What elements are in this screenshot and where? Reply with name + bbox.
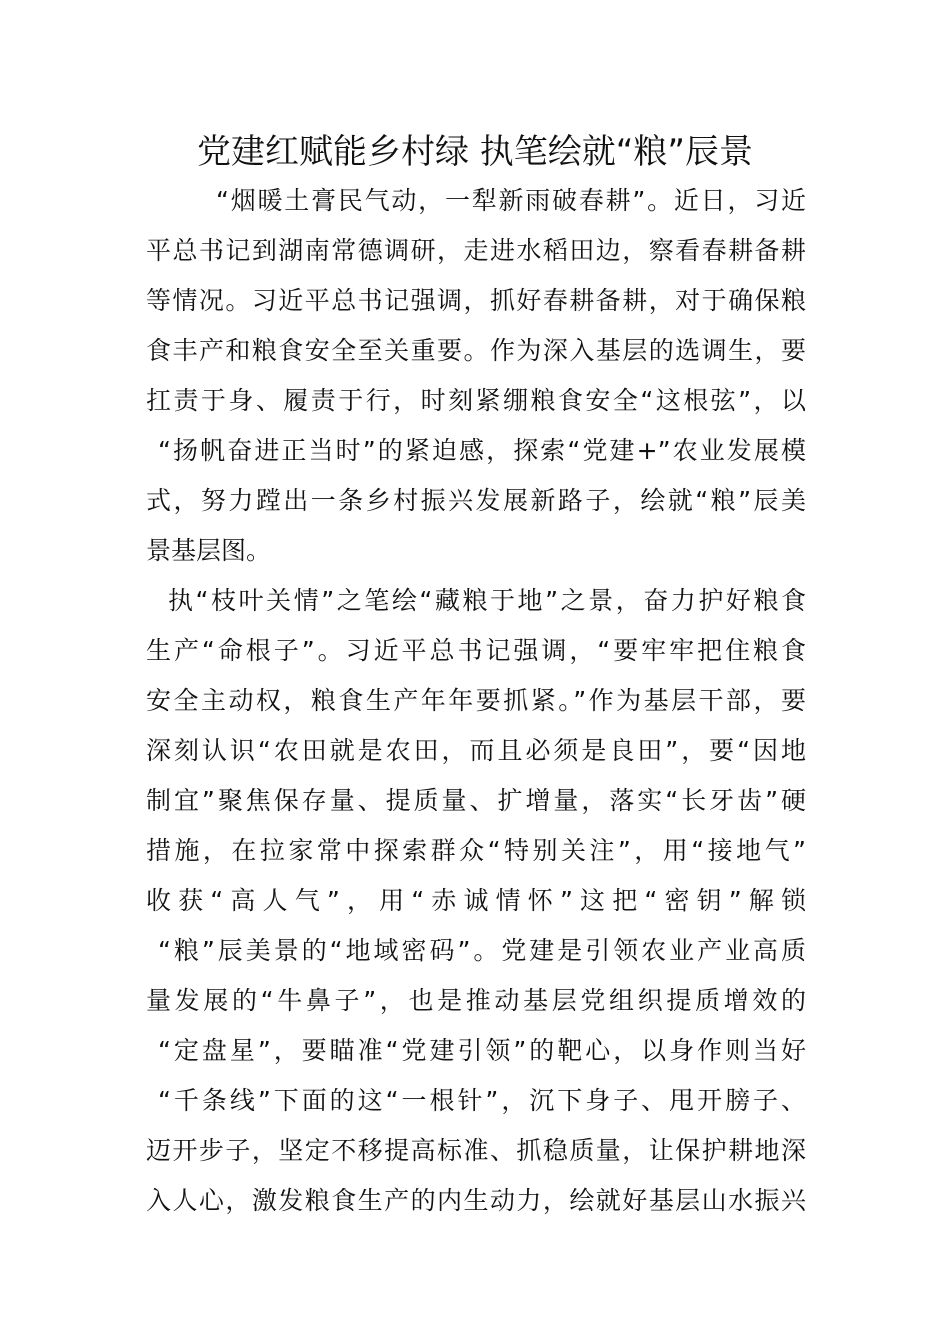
paragraph-line: 食丰产和粮食安全至关重要。作为深入基层的选调生，要 [146, 336, 806, 365]
paragraph-line: 执“枝叶关情”之笔绘“藏粮于地”之景，奋力护好粮食 [168, 586, 806, 615]
paragraph-line: “粮”辰美景的“地域密码”。党建是引领农业产业高质 [158, 936, 806, 965]
paragraph-line: “烟暖土膏民气动，一犁新雨破春耕”。近日，习近 [216, 186, 806, 215]
paragraph-line: 深刻认识“农田就是农田，而且必须是良田”，要“因地 [146, 736, 806, 765]
paragraph-line: 收获“高人气”，用“赤诚情怀”这把“密钥”解锁 [146, 886, 806, 915]
paragraph-line: 景基层图。 [146, 536, 272, 565]
paragraph-line: “定盘星”，要瞄准“党建引领”的靶心，以身作则当好 [158, 1036, 806, 1065]
paragraph-line: 式，努力蹚出一条乡村振兴发展新路子，绘就“粮”辰美 [146, 486, 806, 515]
paragraph-line: 安全主动权，粮食生产年年要抓紧。”作为基层干部，要 [146, 686, 806, 715]
paragraph-line: 平总书记到湖南常德调研，走进水稻田边，察看春耕备耕 [146, 236, 806, 265]
paragraph-line: 制宜”聚焦保存量、提质量、扩增量，落实“长牙齿”硬 [146, 786, 806, 815]
paragraph-line: “千条线”下面的这“一根针”，沉下身子、甩开膀子、 [158, 1086, 806, 1115]
paragraph-line: 入人心，激发粮食生产的内生动力，绘就好基层山水振兴 [146, 1186, 806, 1215]
paragraph-line: 迈开步子，坚定不移提高标准、抓稳质量，让保护耕地深 [146, 1136, 806, 1165]
document-body [146, 176, 806, 1226]
paragraph-line: 等情况。习近平总书记强调，抓好春耕备耕，对于确保粮 [146, 286, 806, 315]
document-title: 党建红赋能乡村绿 执笔绘就“粮”辰景 [196, 132, 754, 172]
paragraph-line: 扛责于身、履责于行，时刻紧绷粮食安全“这根弦”，以 [146, 386, 806, 415]
paragraph-line: “扬帆奋进正当时”的紧迫感，探索“党建+”农业发展模 [158, 436, 806, 465]
paragraph-line: 措施，在拉家常中探索群众“特别关注”，用“接地气” [146, 836, 806, 865]
paragraph-line: 生产“命根子”。习近平总书记强调，“要牢牢把住粮食 [146, 636, 806, 665]
paragraph-line: 量发展的“牛鼻子”，也是推动基层党组织提质增效的 [146, 986, 806, 1015]
